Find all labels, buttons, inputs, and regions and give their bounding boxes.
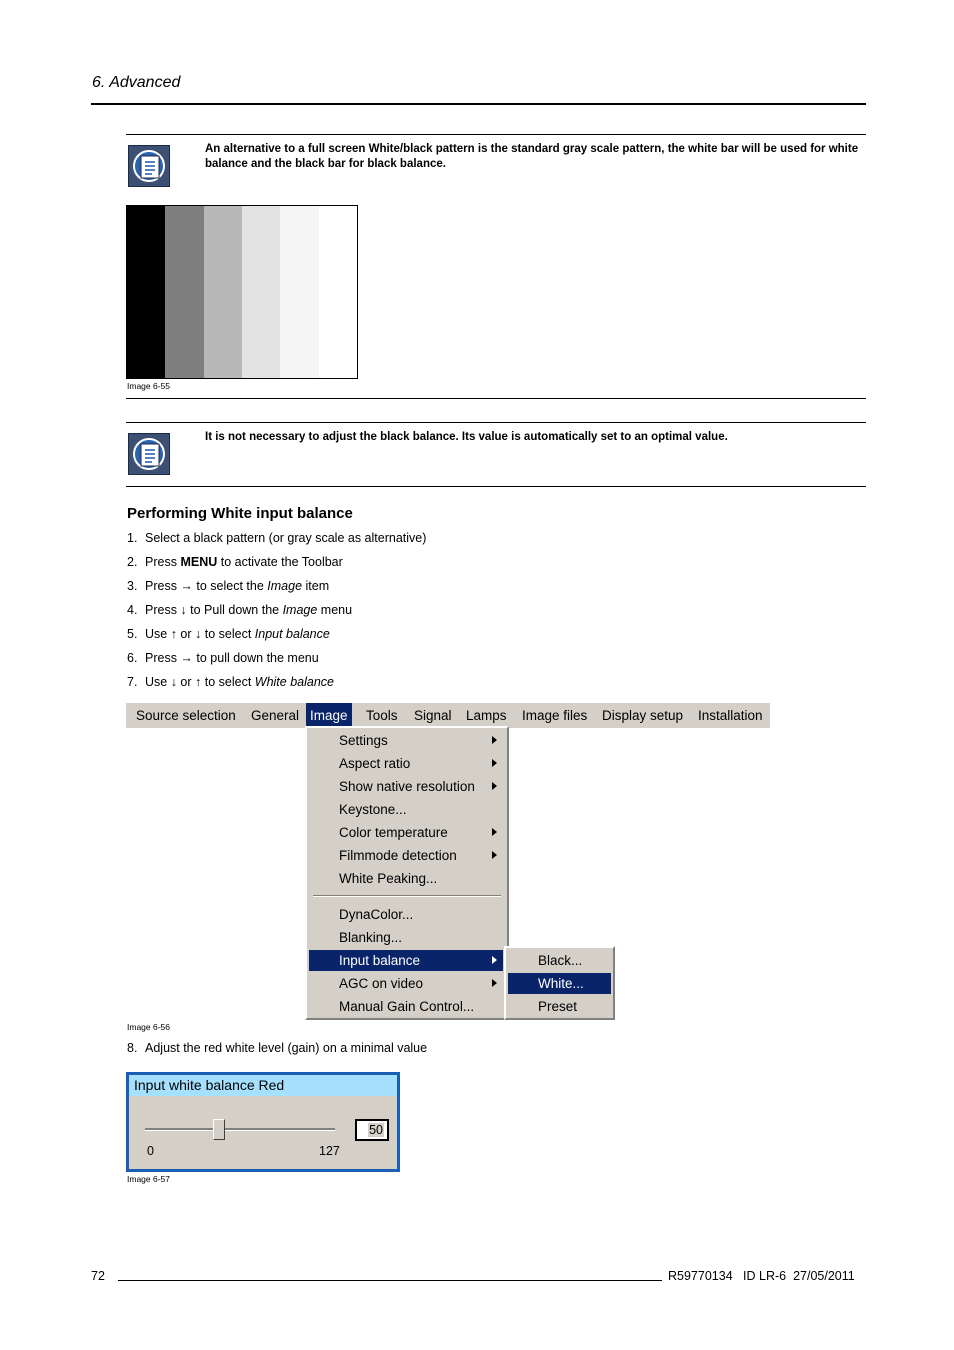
header-rule xyxy=(91,103,866,105)
submenu-item-preset[interactable]: Preset xyxy=(538,999,578,1014)
submenu-item-black[interactable]: Black... xyxy=(538,953,583,968)
image-menu-dropdown xyxy=(305,726,509,1020)
image-caption: Image 6-57 xyxy=(127,1174,170,1184)
image-menu-item-aspect-ratio[interactable] xyxy=(309,753,503,774)
image-menu-item-filmmode-detection[interactable] xyxy=(309,845,503,866)
step-text: White balance xyxy=(254,675,334,689)
gray-bar-3 xyxy=(204,206,242,378)
image-menu-item-white-peaking[interactable] xyxy=(309,868,503,889)
submenu-arrow-icon xyxy=(492,956,497,964)
step-text: Select a black pattern (or gray scale as alternative) xyxy=(145,531,427,545)
image-menu-item-manual-gain-control[interactable] xyxy=(309,996,503,1017)
note-top-rule xyxy=(126,422,866,423)
step-text: Image xyxy=(282,603,318,617)
step-text: menu xyxy=(317,603,353,617)
menu-item-signal[interactable]: Signal xyxy=(414,708,452,723)
menu-screenshot xyxy=(126,703,770,1020)
input-balance-submenu xyxy=(504,946,615,1020)
menu-item-display-setup[interactable]: Display setup xyxy=(602,708,684,723)
submenu-arrow-icon xyxy=(492,782,497,790)
step-number: 8. xyxy=(127,1041,138,1055)
gray-bar-4 xyxy=(242,206,280,378)
gray-scale-pattern xyxy=(126,205,358,379)
note-top-rule xyxy=(126,134,866,135)
image-menu-item-blanking[interactable] xyxy=(309,927,503,948)
gray-bar-2 xyxy=(165,206,203,378)
chapter-title: 6. Advanced xyxy=(92,74,181,91)
step-8 xyxy=(127,1041,427,1055)
step-text: Image xyxy=(267,579,303,593)
menu-item-source-selection[interactable]: Source selection xyxy=(136,708,236,723)
menu-item-label: Settings xyxy=(339,733,388,748)
step-text: Press ↓ to Pull down the xyxy=(145,603,283,617)
menu-item-lamps[interactable]: Lamps xyxy=(466,708,507,723)
gray-bar-1 xyxy=(127,206,165,378)
footer-rule xyxy=(118,1280,662,1281)
menu-separator xyxy=(313,895,501,897)
image-menu-item-dynacolor[interactable] xyxy=(309,904,503,925)
step-text: Input balance xyxy=(254,627,330,641)
image-caption: Image 6-56 xyxy=(127,1022,170,1032)
note-icon xyxy=(128,145,170,187)
step-item xyxy=(127,602,426,626)
input-white-balance-dialog xyxy=(126,1072,400,1172)
menu-item-label: Manual Gain Control... xyxy=(339,999,475,1014)
menu-item-label: AGC on video xyxy=(339,976,424,991)
gray-bar-5 xyxy=(280,206,318,378)
step-text: Press xyxy=(145,555,181,569)
menu-item-label: Keystone... xyxy=(339,802,407,817)
menu-item-label: Input balance xyxy=(339,953,421,968)
menu-item-general[interactable]: General xyxy=(251,708,300,723)
image-menu-item-settings[interactable] xyxy=(309,730,503,751)
step-text: item xyxy=(302,579,330,593)
image-menu-item-show-native-resolution[interactable] xyxy=(309,776,503,797)
step-text: Use ↑ or ↓ to select xyxy=(145,627,255,641)
step-item xyxy=(127,626,426,650)
menu-item-label: Aspect ratio xyxy=(339,756,411,771)
slider-min-label: 0 xyxy=(147,1144,154,1158)
step-number: 6. xyxy=(127,651,138,665)
slider-max-label: 127 xyxy=(319,1144,340,1158)
menu-item-label: White Peaking... xyxy=(339,871,438,886)
steps-list xyxy=(127,530,426,698)
image-menu-item-agc-on-video[interactable] xyxy=(309,973,503,994)
step-item xyxy=(127,530,426,554)
step-text: Press → to pull down the menu xyxy=(145,651,319,665)
step-text: MENU xyxy=(180,555,218,569)
menu-item-label: Show native resolution xyxy=(339,779,475,794)
menu-item-label: Blanking... xyxy=(339,930,403,945)
image-menu-item-input-balance[interactable] xyxy=(309,950,503,971)
note-icon xyxy=(128,433,170,475)
menu-item-image[interactable]: Image xyxy=(306,703,352,728)
image-menu-item-color-temperature[interactable] xyxy=(309,822,503,843)
note-text: An alternative to a full screen White/black pattern is the standard gray scale pattern, the white bar will be used for white balance and the black bar for black balance. xyxy=(205,143,859,170)
step-text: Press → to select the xyxy=(145,579,268,593)
slider-track[interactable] xyxy=(145,1128,335,1131)
step-text: Use ↓ or ↑ to select xyxy=(145,675,255,689)
image-caption: Image 6-55 xyxy=(127,381,170,391)
document-reference: R59770134 ID LR-6 27/05/2011 xyxy=(668,1269,855,1283)
step-item xyxy=(127,650,426,674)
submenu-arrow-icon xyxy=(492,979,497,987)
note-bottom-rule xyxy=(126,398,866,399)
step-text: Adjust the red white level (gain) on a minimal value xyxy=(145,1041,428,1055)
note-bottom-rule xyxy=(126,486,866,487)
dialog-title: Input white balance Red xyxy=(129,1075,397,1096)
step-number: 5. xyxy=(127,627,138,641)
menu-item-installation[interactable]: Installation xyxy=(698,708,763,723)
section-heading: Performing White input balance xyxy=(127,505,353,522)
menu-item-label: Color temperature xyxy=(339,825,448,840)
value-field[interactable] xyxy=(355,1119,389,1141)
submenu-arrow-icon xyxy=(492,759,497,767)
step-number: 3. xyxy=(127,579,138,593)
image-menu-item-keystone[interactable] xyxy=(309,799,503,820)
submenu-arrow-icon xyxy=(492,736,497,744)
menu-item-image-files[interactable]: Image files xyxy=(522,708,588,723)
gray-bar-6 xyxy=(319,206,357,378)
step-number: 2. xyxy=(127,555,138,569)
submenu-item-white[interactable]: White... xyxy=(508,973,611,994)
step-number: 1. xyxy=(127,531,138,545)
slider-thumb[interactable] xyxy=(213,1119,225,1140)
step-item xyxy=(127,674,426,698)
step-number: 4. xyxy=(127,603,138,617)
step-text: to activate the Toolbar xyxy=(217,555,343,569)
step-item xyxy=(127,578,426,602)
note-text: It is not necessary to adjust the black balance. Its value is automatically set to an optimal value. xyxy=(205,431,728,443)
menu-item-label: Filmmode detection xyxy=(339,848,457,863)
page-number: 72 xyxy=(91,1269,105,1283)
menu-item-label: DynaColor... xyxy=(339,907,414,922)
value-text: 50 xyxy=(369,1123,383,1137)
menu-bar xyxy=(126,703,770,728)
step-number: 7. xyxy=(127,675,138,689)
submenu-arrow-icon xyxy=(492,828,497,836)
submenu-arrow-icon xyxy=(492,851,497,859)
menu-item-tools[interactable]: Tools xyxy=(366,708,398,723)
step-item xyxy=(127,554,426,578)
